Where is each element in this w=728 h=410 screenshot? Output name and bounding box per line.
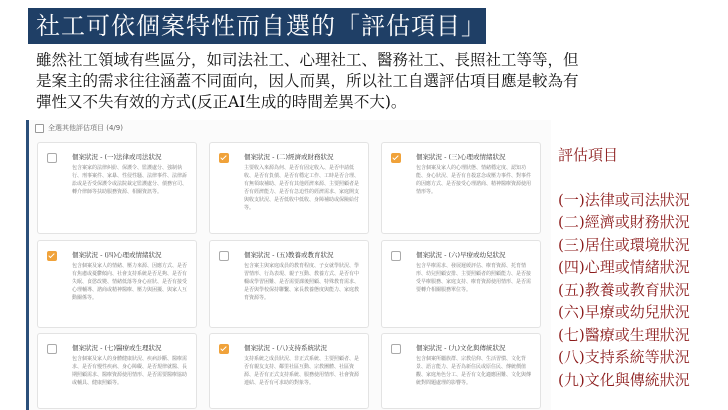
card-checkbox[interactable] (391, 153, 401, 163)
assessment-card-culture[interactable] (381, 333, 541, 409)
assessment-card-education[interactable] (209, 240, 369, 328)
card-description: 包含早療需求、發展遲緩評估、療育資源、托育情形、幼兒照顧安排、主要照顧者的照顧能力、是否接受早療服務、家庭支持、療育資源使用情形、是否需要轉介相關服務單位等。 (416, 263, 532, 293)
assessment-card-early-intervention[interactable] (381, 240, 541, 328)
side-item: (四)心理或情緒狀況 (558, 258, 690, 276)
card-checkbox[interactable] (219, 153, 229, 163)
description-line: 是案主的需求往往涵蓋不同面向，因人而異，所以社工自選評估項目應是較為有 (36, 72, 579, 90)
side-item: (六)早療或幼兒狀況 (558, 303, 690, 321)
assessment-card-support-system[interactable] (209, 333, 369, 409)
side-item: (八)支持系統等狀況 (558, 348, 690, 366)
side-item: (三)居住或環境狀況 (558, 235, 690, 254)
card-title: 個案狀況 - (二)經濟或財務狀況 (244, 153, 334, 161)
card-title: 個案狀況 - (九)文化與傳統狀況 (416, 344, 506, 352)
card-title: 個案狀況 - (八)支持系統狀況 (244, 344, 328, 352)
side-item: (九)文化與傳統狀況 (558, 370, 690, 389)
description-line: 雖然社工領域有些區分，如司法社工、心理社工、醫務社工、長照社工等等，但 (36, 51, 579, 69)
card-checkbox[interactable] (47, 153, 57, 163)
card-checkbox[interactable] (219, 344, 229, 354)
card-description: 包含個案所屬族群、宗教信仰、生活習慣、文化背景、語言能力、是否為新住民或原住民、傳統價值觀、家庭角色分工、是否有文化適應困難、文化與傳統對問題處理的影響等。 (416, 356, 532, 386)
card-title: 個案狀況 - (七)醫療或生理狀況 (72, 344, 162, 352)
card-description: 包含案主與家庭成員的教育程度、子女就學狀況、學習情形、行為表現、親子互動、教養方式、是否有中輟或學習困難、是否需要課後照顧、特殊教育需求、是否與學校保持聯繫、家長教養態度與能力、家庭教育資源等。 (244, 263, 360, 301)
card-description: 包含個案及家人的心理狀態、情緒穩定度、認知功能、身心狀況、是否有自殺意念或壓力事件、對事件的因應方式、是否接受心理諮商、精神醫療資源使用情形等。 (416, 165, 532, 195)
select-all-label: 全選其他評估項目 (4/9) (48, 124, 123, 132)
card-checkbox[interactable] (391, 344, 401, 354)
card-description: 包含案家的法律糾紛、保護令、監護處分、強制執行、刑事案件、家暴、性侵性騷、法律事件、法律訴訟或是否受保護令或法院裁定監護處分、債務官司、轉介律師等扶助服務資源、相關資訊等。 (72, 165, 188, 195)
select-all-row[interactable] (35, 123, 123, 133)
card-checkbox[interactable] (219, 251, 229, 261)
card-description: 包含個案及家人的情緒、壓力來源、因應方式、是否有焦慮或憂鬱傾向、社會支持系統是否足夠、是否有失眠、食慾改變、情緒低落等身心症狀、是否有接受心理輔導、諮商或精神醫療、壓力與困擾、與家人互動關係等。 (72, 263, 188, 301)
card-description: 主要收入來源為何、是否有固定收入、是否申請低收、是否有負債、是否有穩定工作、工時是否合理、有無領取補助、是否有其他經濟來源、主要照顧者是否有經濟能力、是否有急迫性的經濟需求、家庭開支與收支狀況、是否低收中低收、身障補助或保險給付等。 (244, 165, 360, 211)
side-item: (二)經濟或財務狀況 (558, 213, 690, 231)
assessment-items-panel (558, 144, 690, 391)
select-all-checkbox[interactable] (35, 124, 44, 133)
card-description: 支持系統之成員狀況、非正式系統、主要照顧者、是否有親友支持、鄰里社區互動、宗教團體、社區資源、是否有正式支持系統、服務使用情形、社會資源連結、是否有可求助的對象等。 (244, 356, 360, 386)
card-title: 個案狀況 - (六)早療或幼兒狀況 (416, 251, 506, 259)
slide-title: 社工可依個案特性而自選的「評估項目」 (36, 12, 486, 40)
card-checkbox[interactable] (47, 344, 57, 354)
assessment-card-psychological[interactable] (381, 142, 541, 234)
assessment-card-emotional[interactable] (37, 240, 197, 328)
description (36, 50, 716, 113)
card-description: 包含個案及家人的身體健康狀況、疾病診斷、醫療需求、是否有慢性疾病、身心障礙、是否規律就醫、長期照顧需求、醫療資源使用情形、是否需要醫療協助或輔具、健康照顧等。 (72, 356, 188, 386)
assessment-card-legal[interactable] (37, 142, 197, 234)
assessment-screenshot (26, 120, 551, 410)
side-item: (七)醫療或生理狀況 (558, 325, 690, 344)
card-checkbox[interactable] (47, 251, 57, 261)
assessment-card-economic[interactable] (209, 142, 369, 234)
assessment-card-medical[interactable] (37, 333, 197, 409)
description-line: 彈性又不失有效的方式(反正AI生成的時間差異不大)。 (36, 93, 407, 111)
card-title: 個案狀況 - (四)心理或情緒狀況 (72, 251, 162, 259)
side-item: (五)教養或教育狀況 (558, 280, 690, 299)
card-checkbox[interactable] (391, 251, 401, 261)
side-heading: 評估項目 (558, 146, 619, 164)
card-title: 個案狀況 - (三)心理或情緒狀況 (416, 153, 506, 161)
card-title: 個案狀況 - (五)教養或教育狀況 (244, 251, 334, 259)
card-title: 個案狀況 - (一)法律或司法狀況 (72, 153, 162, 161)
side-item: (一)法律或司法狀況 (558, 190, 690, 209)
